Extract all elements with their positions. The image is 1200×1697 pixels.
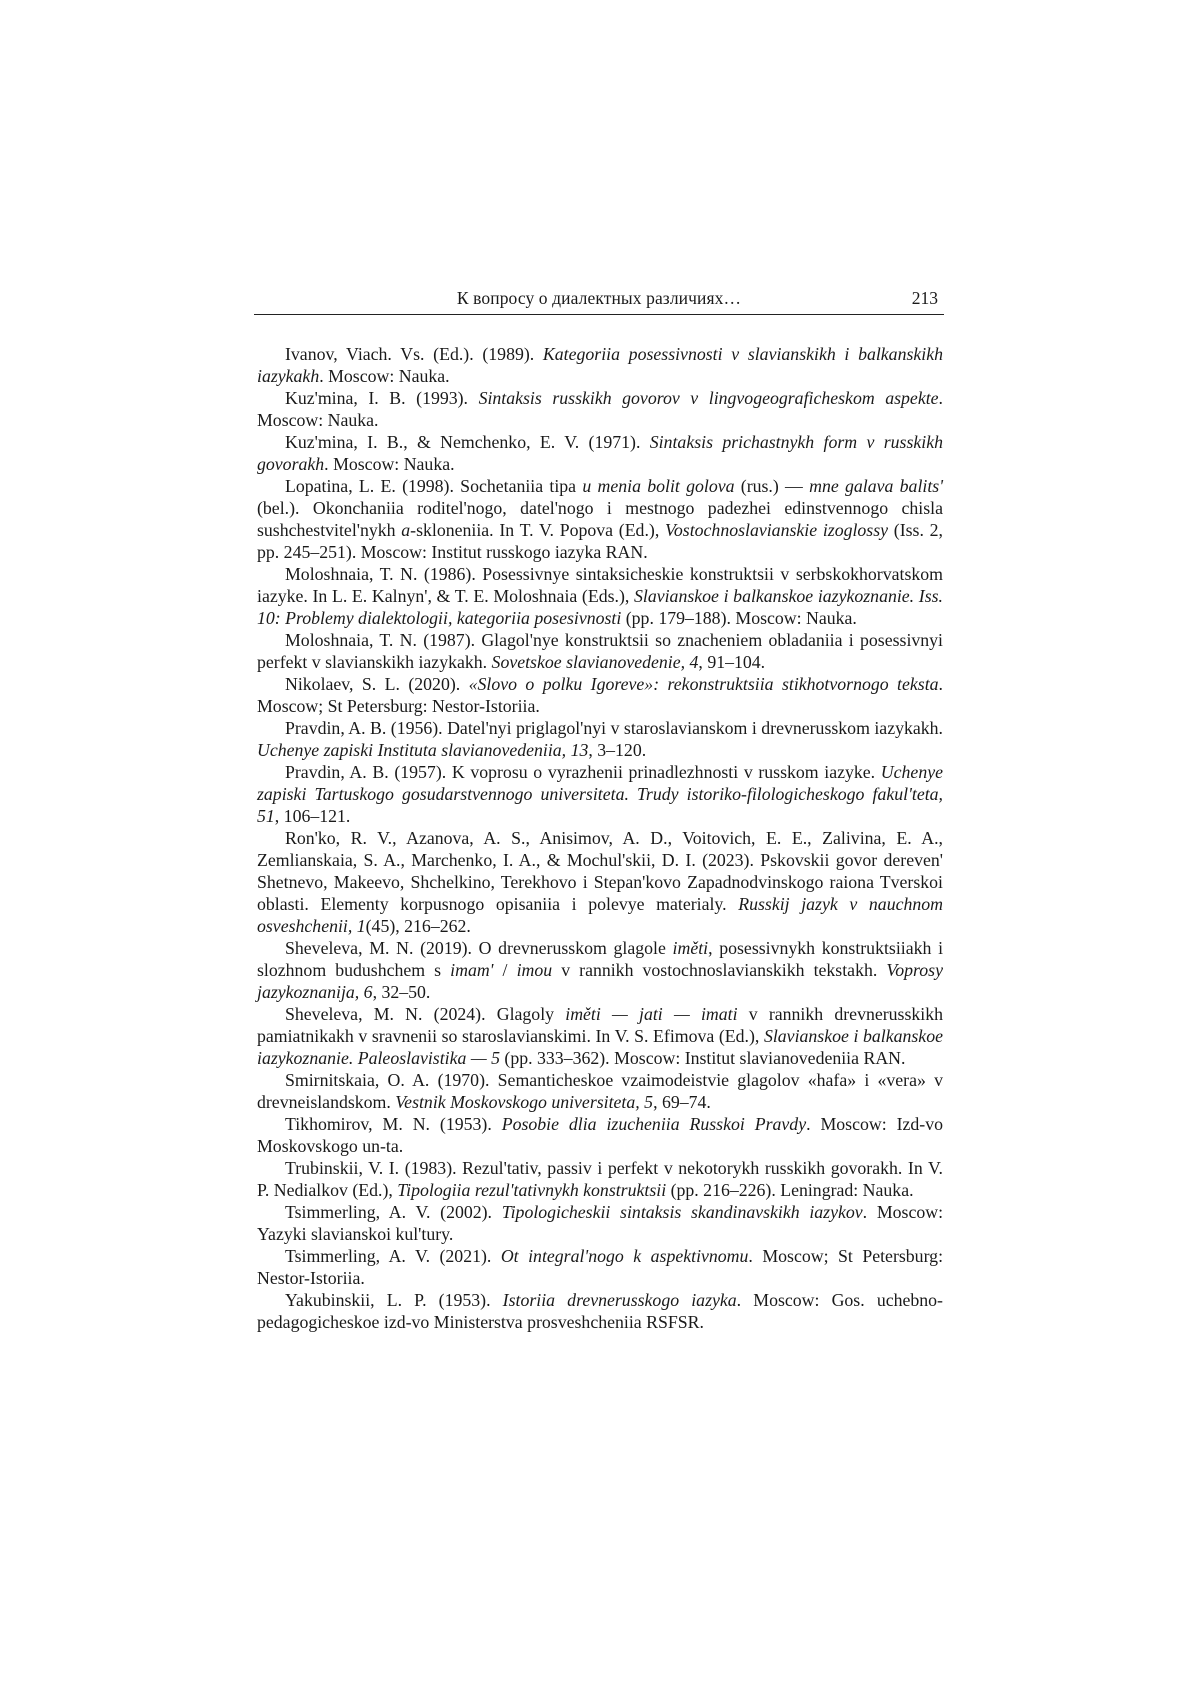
reference-title-italic: «Slovo o polku Igoreve»: rekonstruktsiia stikhotvornogo teksta [468,674,939,694]
reference-title-italic: mne galava balits' [809,476,943,496]
reference-text: , 3–120. [588,740,647,760]
reference-title-italic: iměti — jati — imati [565,1004,738,1024]
reference-text: . Moscow; St Petersburg: Nestor-Istoriia. [257,674,943,716]
reference-text: Tsimmerling, A. V. (2002). [285,1202,502,1222]
reference-text: (pp. 333–362). Moscow: Institut slavianovedeniia RAN. [499,1048,906,1068]
reference-title-italic: Sintaksis russkikh govorov v lingvogeograficheskom aspekte [478,388,939,408]
reference-entry [257,343,943,387]
reference-text: (rus.) — [734,476,810,496]
reference-text: Pravdin, A. B. (1957). K voprosu o vyrazhenii prinadlezhnosti v russkom iazyke. [285,762,881,782]
reference-text: Kuz'mina, I. B. (1993). [285,388,479,408]
reference-text: Lopatina, L. E. (1998). Sochetaniia tipa [285,476,583,496]
reference-entry [257,761,943,827]
reference-title-italic: Slavianskoe i balkanskoe iazykoznanie. Iss. 10: Problemy dialektologii, kategoriia posesivnosti [257,586,943,628]
running-header [254,284,944,315]
reference-list [257,343,943,1333]
reference-text: v rannikh drevnerusskikh pamiatnikakh v sravnenii so staroslavianskimi. In V. S. Efimova (Ed.), [257,1004,944,1046]
reference-title-italic: Russkij jazyk v nauchnom osveshchenii, 1 [257,894,943,936]
reference-text: (Iss. 2, pp. 245–251). Moscow: Institut russkogo iazyka RAN. [257,520,943,562]
reference-text: . Moscow: Nauka. [324,454,455,474]
reference-entry [257,629,943,673]
reference-text: , posessivnykh konstruktsiiakh i slozhnom budushchem s [257,938,944,980]
reference-text: . Moscow; St Petersburg: Nestor-Istoriia. [257,1246,944,1288]
reference-text: Smirnitskaia, O. A. (1970). Semanticheskoe vzaimodeistvie glagolov «hafa» i «vera» v drevneislandskom. [257,1070,943,1112]
reference-text: Nikolaev, S. L. (2020). [285,674,469,694]
reference-text: Kuz'mina, I. B., & Nemchenko, E. V. (1971). [285,432,650,452]
reference-text: (45), 216–262. [365,916,471,936]
reference-entry [257,937,943,1003]
reference-title-italic: a [401,520,411,540]
reference-text: . Moscow: Nauka. [319,366,450,386]
reference-title-italic: Ot integral'nogo k aspektivnomu [500,1246,749,1266]
reference-entry [257,1113,943,1157]
reference-title-italic: Tipologiia rezul'tativnykh konstruktsii [397,1180,667,1200]
reference-text: Ron'ko, R. V., Azanova, A. S., Anisimov, A. D., Voitovich, E. E., Zalivina, E. A., Zemlianskaia, S. A., Marchenko, I. A., & Mochul'skii, D. I. (2023). Pskovskii govor dereven' Shetnevo, Makeevo, Shchelkino, Terekhovo i Stepan'kovo Zapadnodvinskogo raiona Tverskoi oblasti. Elementy korpusnogo opisaniia i polevye materialy. [257,828,943,914]
reference-title-italic: Kategoriia posessivnosti v slavianskikh i balkanskikh iazykakh [257,344,944,386]
reference-text: . Moscow: Yazyki slavianskoi kul'tury. [257,1202,944,1244]
reference-title-italic: Vostochnoslavianskie izoglossy [665,520,889,540]
reference-entry [257,563,943,629]
reference-text: Trubinskii, V. I. (1983). Rezul'tativ, passiv i perfekt v nekotorykh russkikh govorakh. In V. P. Nedialkov (Ed.), [257,1158,943,1200]
reference-title-italic: imam' [450,960,494,980]
reference-text: . Moscow: Nauka. [257,388,943,430]
reference-title-italic: iměti [672,938,709,958]
reference-text: . Moscow: Izd-vo Moskovskogo un-ta. [257,1114,943,1156]
reference-text: Moloshnaia, T. N. (1987). Glagol'nye konstruktsii so znacheniem obladaniia i posessivnyi perfekt v slavianskikh iazykakh. [257,630,943,672]
reference-text: Tikhomirov, M. N. (1953). [285,1114,502,1134]
running-title: К вопросу о диалектных различиях… [456,288,742,308]
reference-text: / [493,960,517,980]
reference-text: Ivanov, Viach. Vs. (Ed.). (1989). [285,344,543,364]
reference-entry [257,1289,943,1333]
reference-entry [257,1201,943,1245]
reference-text: v rannikh vostochnoslavianskikh tekstakh. [552,960,887,980]
reference-entry [257,1069,943,1113]
reference-entry [257,387,943,431]
reference-entry [257,827,943,937]
reference-text: Pravdin, A. B. (1956). Datel'nyi priglagol'nyi v staroslavianskom i drevnerusskom iazykakh. [285,718,943,738]
reference-text: Sheveleva, M. N. (2024). Glagoly [285,1004,566,1024]
reference-entry [257,1157,943,1201]
reference-text: . Moscow: Gos. uchebno-pedagogicheskoe izd-vo Ministerstva prosveshcheniia RSFSR. [257,1290,943,1332]
reference-text: (bel.). Okonchaniia roditel'nogo, datel'nogo i mestnogo padezhei edinstvennogo chisla sushchestvitel'nykh [257,498,943,540]
reference-title-italic: Istoriia drevnerusskogo iazyka [502,1290,737,1310]
reference-title-italic: u menia bolit golova [582,476,735,496]
reference-entry [257,717,943,761]
reference-title-italic: Voprosy jazykoznanija, 6 [257,960,943,1002]
reference-title-italic: Posobie dlia izucheniia Russkoi Pravdy [501,1114,807,1134]
reference-text: -skloneniia. In T. V. Popova (Ed.), [410,520,665,540]
reference-text: , 32–50. [372,982,431,1002]
reference-text: Yakubinskii, L. P. (1953). [285,1290,503,1310]
reference-title-italic: Tipologicheskii sintaksis skandinavskikh iazykov [501,1202,863,1222]
reference-title-italic: Slavianskoe i balkanskoe iazykoznanie. Paleoslavistika — 5 [257,1026,943,1068]
reference-text: Moloshnaia, T. N. (1986). Posessivnye sintaksicheskie konstruktsii v serbskokhorvatskom iazyke. In L. E. Kalnyn', & T. E. Moloshnaia (Eds.), [257,564,943,606]
reference-title-italic: imou [516,960,553,980]
reference-text: Sheveleva, M. N. (2019). O drevnerusskom glagole [285,938,673,958]
reference-title-italic: Uchenye zapiski Tartuskogo gosudarstvennogo universiteta. Trudy istoriko-filologicheskogo fakul'teta, 51 [257,762,943,826]
reference-entry [257,673,943,717]
reference-text: (pp. 179–188). Moscow: Nauka. [621,608,857,628]
reference-text: Tsimmerling, A. V. (2021). [285,1246,501,1266]
reference-text: , 91–104. [698,652,766,672]
reference-entry [257,1003,943,1069]
reference-title-italic: Vestnik Moskovskogo universiteta, 5 [395,1092,654,1112]
reference-entry [257,475,943,563]
reference-entry [257,1245,943,1289]
reference-title-italic: Sintaksis prichastnykh form v russkikh govorakh [257,432,943,474]
reference-title-italic: Uchenye zapiski Instituta slavianovedeniia, 13 [257,740,589,760]
reference-text: , 106–121. [274,806,351,826]
reference-text: (pp. 216–226). Leningrad: Nauka. [666,1180,914,1200]
reference-text: , 69–74. [653,1092,711,1112]
reference-entry [257,431,943,475]
reference-title-italic: Sovetskoe slavianovedenie, 4 [491,652,699,672]
page-number: 213 [911,288,938,308]
